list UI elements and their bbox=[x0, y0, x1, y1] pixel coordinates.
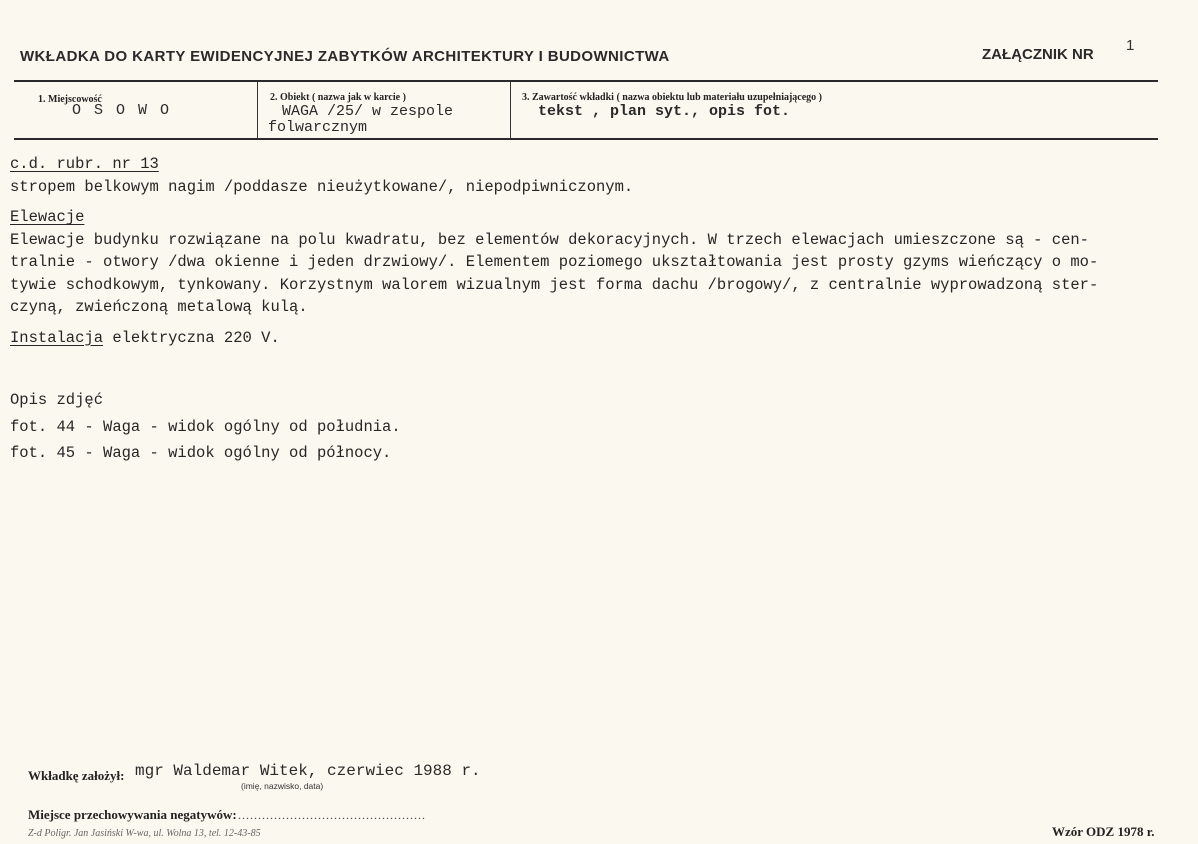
locality-label: 1. Miejscowość bbox=[38, 94, 102, 105]
form-title: WKŁADKA DO KARTY EWIDENCYJNEJ ZABYTKÓW ARCHITEKTURY I BUDOWNICTWA bbox=[20, 48, 670, 65]
author-hint: (imię, nazwisko, data) bbox=[241, 781, 324, 791]
printer-imprint: Z-d Poligr. Jan Jasiński W-wa, ul. Wolna 13, tel. 12-43-85 bbox=[28, 828, 261, 839]
continuation-text: stropem belkowym nagim /poddasze nieużytkowane/, niepodpiwniczonym. bbox=[10, 177, 634, 196]
photos-heading: Opis zdjęć bbox=[10, 391, 104, 409]
author-label: Wkładkę założył: bbox=[28, 768, 125, 783]
elevations-line: Elewacje budynku rozwiązane na polu kwadratu, bez elementów dekoracyjnych. W trzech elewacjach umieszczone są - cen- bbox=[10, 230, 1089, 249]
elevations-line: tywie schodkowym, tynkowany. Korzystnym walorem wizualnym jest forma dachu /brogowy/, z centralnie wyprowadzoną ster- bbox=[10, 275, 1099, 294]
author-value: mgr Waldemar Witek, czerwiec 1988 r. bbox=[135, 762, 481, 780]
photo-caption: fot. 45 - Waga - widok ogólny od północy. bbox=[10, 444, 392, 462]
installation-text: elektryczna 220 V. bbox=[103, 328, 280, 347]
field-separator-2 bbox=[510, 82, 511, 138]
contents-value: tekst , plan syt., opis fot. bbox=[538, 103, 791, 120]
negatives-field: ............................................... bbox=[238, 808, 426, 822]
header-rule-top bbox=[14, 80, 1158, 82]
negatives-label: Miejsce przechowywania negatywów: bbox=[28, 807, 237, 822]
installation-heading: Instalacja bbox=[10, 328, 104, 347]
contents-label: 3. Zawartość wkładki ( nazwa obiektu lub materiału uzupełniającego ) bbox=[522, 92, 823, 103]
photo-caption: fot. 44 - Waga - widok ogólny od południa. bbox=[10, 417, 401, 436]
locality-value: O S O W O bbox=[72, 102, 172, 119]
form-template-id: Wzór ODZ 1978 r. bbox=[1052, 824, 1155, 839]
attachment-number: 1 bbox=[1126, 37, 1135, 54]
attachment-label: ZAŁĄCZNIK NR bbox=[982, 46, 1094, 63]
field-separator-1 bbox=[257, 82, 258, 138]
description-body bbox=[10, 153, 1190, 465]
object-label: 2. Obiekt ( nazwa jak w karcie ) bbox=[270, 92, 406, 103]
object-value-line1: WAGA /25/ w zespole bbox=[282, 103, 454, 120]
header-rule-bottom bbox=[14, 138, 1158, 140]
object-value-line2: folwarcznym bbox=[268, 119, 368, 136]
elevations-heading: Elewacje bbox=[10, 208, 85, 226]
elevations-line: tralnie - otwory /dwa okienne i jeden drzwiowy/. Elementem poziomego ukształtowania jest prosty gzyms wieńczący o mo- bbox=[10, 253, 1099, 271]
elevations-line: czyną, zwieńczoną metalową kulą. bbox=[10, 298, 308, 316]
continuation-heading: c.d. rubr. nr 13 bbox=[10, 155, 159, 173]
